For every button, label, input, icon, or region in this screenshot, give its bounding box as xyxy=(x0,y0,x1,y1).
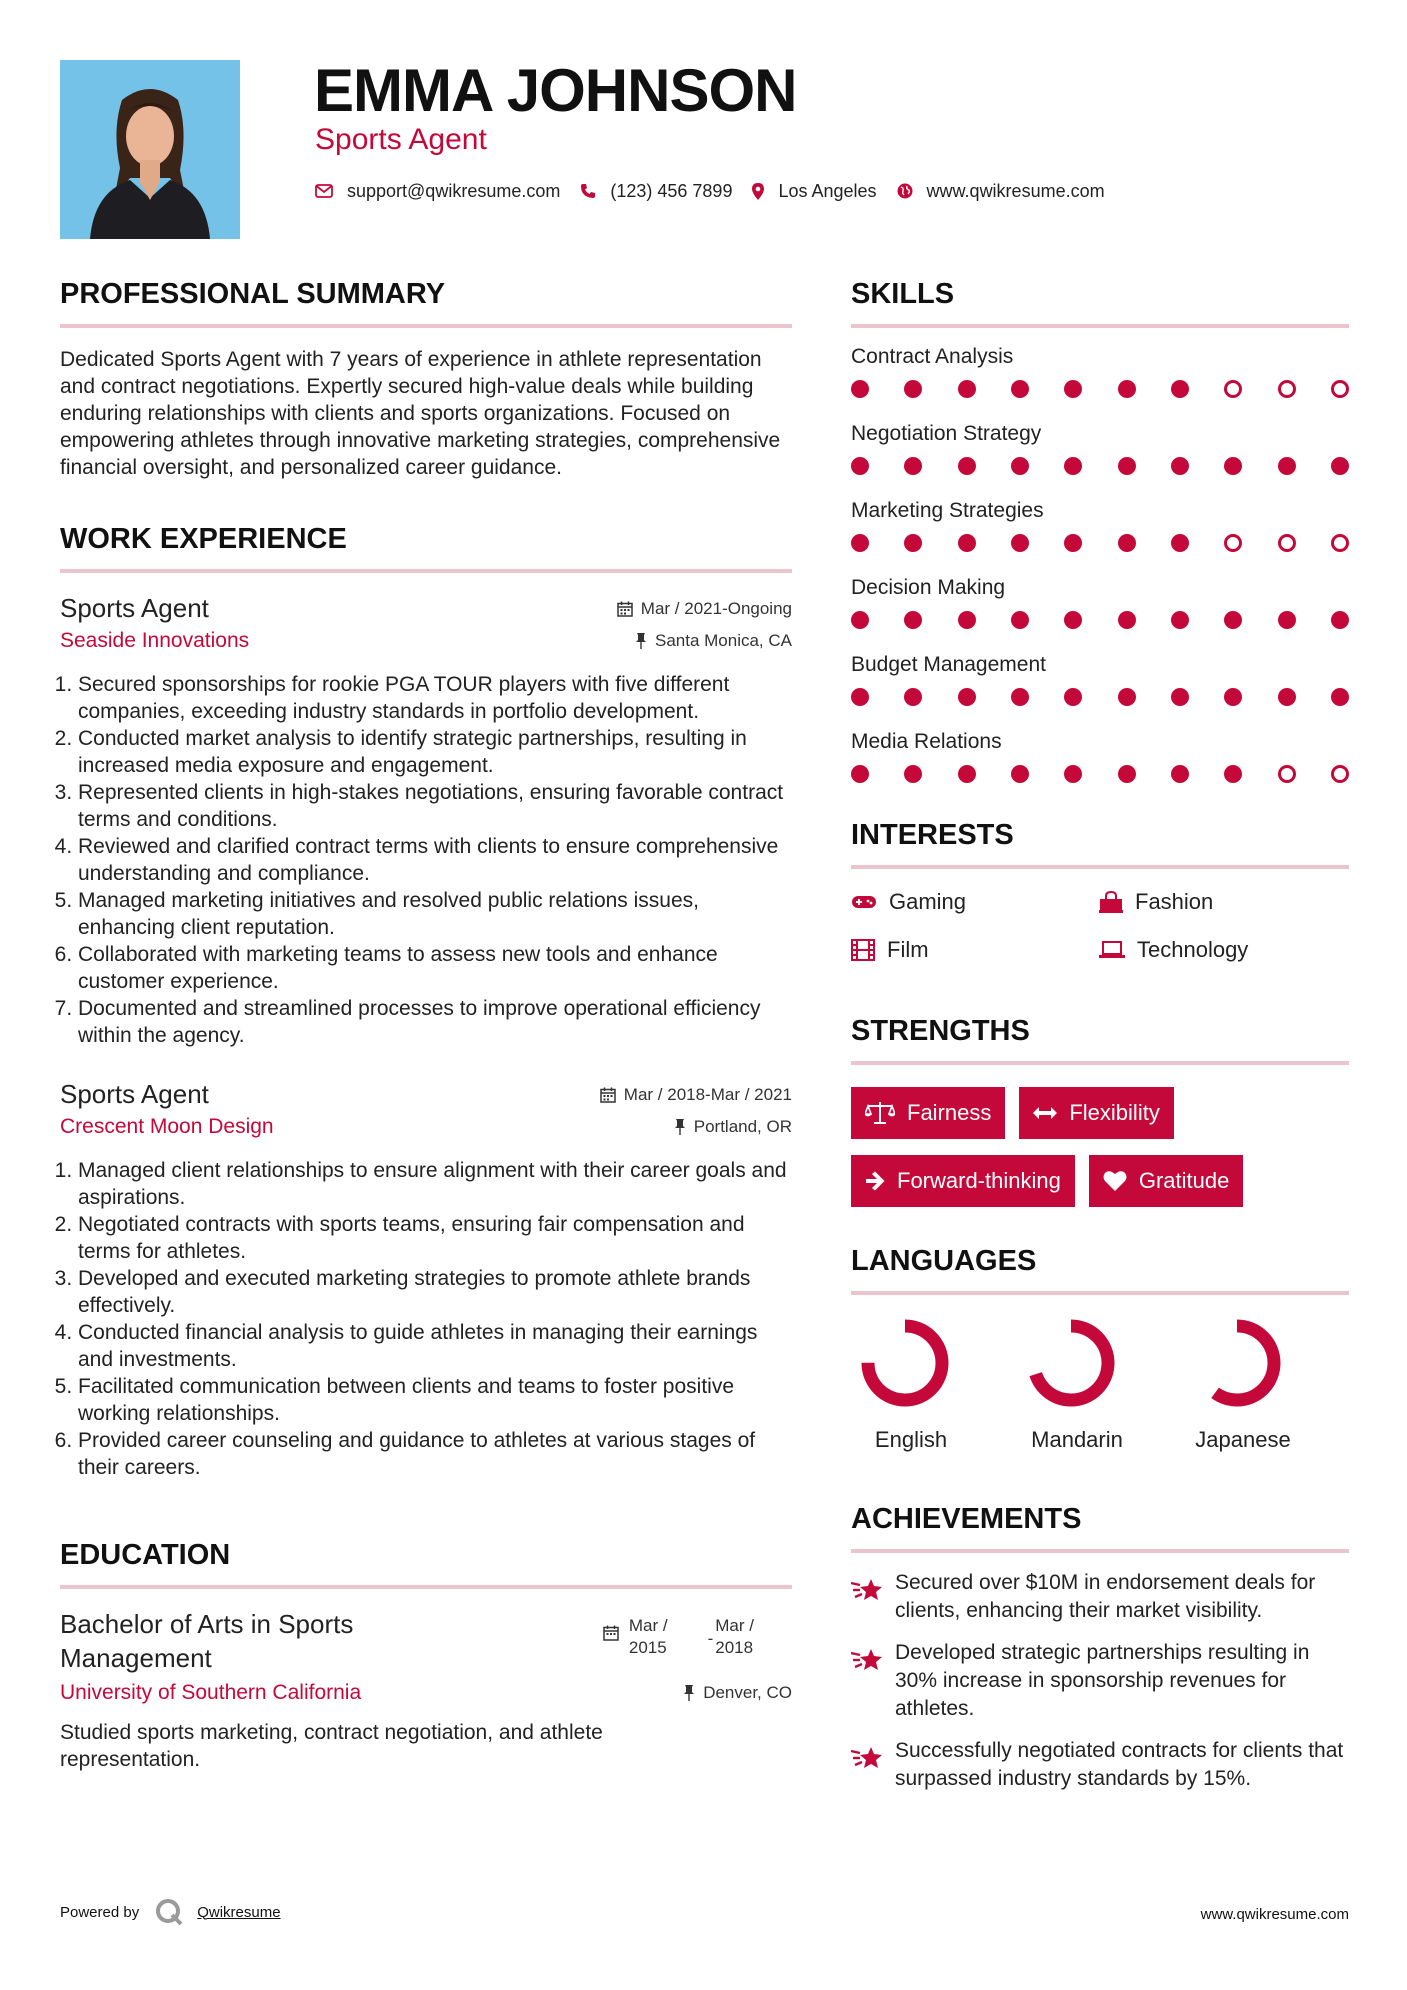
strength-gratitude xyxy=(1089,1155,1244,1207)
pushpin-icon xyxy=(635,633,647,649)
language-proficiency-ring xyxy=(1189,1315,1285,1411)
rating-dot-filled xyxy=(1064,765,1082,783)
phone-text: (123) 456 7899 xyxy=(610,180,733,201)
education-location xyxy=(683,1681,792,1705)
right-column xyxy=(851,270,1349,1807)
list-item: 3. Represented clients in high-stakes negotiations, ensuring favorable contract terms and conditions. xyxy=(78,779,792,833)
languages-section xyxy=(851,1237,1349,1455)
job-duties xyxy=(60,1157,792,1481)
strengths-heading: STRENGTHS xyxy=(851,1015,1030,1047)
pushpin-icon xyxy=(683,1685,695,1701)
skill-item xyxy=(851,650,1349,716)
rating-dot-empty xyxy=(1331,380,1349,398)
website-text: www.qwikresume.com xyxy=(926,180,1105,201)
achievement-text: Secured over $10M in endorsement deals for clients, enhancing their market visibility. xyxy=(895,1571,1316,1622)
interest-label: Technology xyxy=(1137,937,1249,962)
calendar-icon xyxy=(617,601,633,617)
skill-name: Media Relations xyxy=(851,730,1002,753)
language-ring-arc xyxy=(868,1326,942,1400)
rating-dot-filled xyxy=(851,688,869,706)
achievement-item xyxy=(851,1737,1349,1793)
footer-powered-by xyxy=(60,1898,281,1926)
profile-photo xyxy=(60,60,240,239)
rating-dot-filled xyxy=(851,765,869,783)
job-dates-text: Mar / 2018-Mar / 2021 xyxy=(623,1085,792,1104)
arrow-right-icon xyxy=(865,1171,885,1191)
candidate-title: Sports Agent xyxy=(315,123,487,156)
education-section xyxy=(60,1531,792,1773)
rating-dot-filled xyxy=(904,611,922,629)
job-title: Sports Agent xyxy=(60,593,209,623)
rating-dot-filled xyxy=(1118,380,1136,398)
section-divider xyxy=(851,1061,1349,1065)
rating-dot-filled xyxy=(904,380,922,398)
rating-dot-filled xyxy=(1011,534,1029,552)
rating-dot-filled xyxy=(1064,380,1082,398)
job-dates xyxy=(617,597,792,621)
list-item: 6. Collaborated with marketing teams to assess new tools and enhance customer experience. xyxy=(78,941,792,995)
list-item: 4. Reviewed and clarified contract terms with clients to ensure comprehensive understanding and compliance. xyxy=(78,833,792,887)
summary-section xyxy=(60,270,792,481)
skill-name: Contract Analysis xyxy=(851,345,1014,368)
job-entry xyxy=(60,591,792,1049)
shopping-bag-icon xyxy=(1099,891,1123,913)
interest-label: Film xyxy=(887,937,929,962)
language-proficiency-ring xyxy=(1023,1315,1119,1411)
strength-fairness xyxy=(851,1087,1005,1139)
list-item: 1. Managed client relationships to ensure alignment with their career goals and aspirations. xyxy=(78,1157,792,1211)
calendar-icon xyxy=(603,1625,619,1641)
skill-item xyxy=(851,496,1349,562)
rating-dot-filled xyxy=(851,457,869,475)
email-text: support@qwikresume.com xyxy=(347,180,561,201)
rating-dot-filled xyxy=(1331,688,1349,706)
rating-dot-filled xyxy=(904,534,922,552)
language-ring-arc xyxy=(1200,1326,1274,1400)
rating-dot-filled xyxy=(1118,534,1136,552)
skills-list xyxy=(851,342,1349,793)
skill-name: Negotiation Strategy xyxy=(851,422,1042,445)
left-column xyxy=(60,270,792,1773)
gamepad-icon xyxy=(851,894,877,910)
envelope-icon xyxy=(315,184,333,198)
section-divider xyxy=(851,324,1349,328)
language-name: Japanese xyxy=(1195,1427,1291,1452)
rating-dot-filled xyxy=(851,380,869,398)
rating-dot-filled xyxy=(1064,688,1082,706)
list-item: 5. Facilitated communication between clients and teams to foster positive working relationships. xyxy=(78,1373,792,1427)
education-end-year: 2018 xyxy=(715,1638,754,1657)
rating-dot-filled xyxy=(1118,611,1136,629)
rating-dot-filled xyxy=(1011,611,1029,629)
skill-name: Decision Making xyxy=(851,576,1006,599)
rating-dot-filled xyxy=(1171,380,1189,398)
summary-text: Dedicated Sports Agent with 7 years of experience in athlete representation and contract negotiations. Expertly secured high-value deals while building enduring relationships with clients and sports organizations. Focused on empowering athletes through innovative marketing strategies, comprehensive financial oversight, and personalized career guidance. xyxy=(60,348,781,479)
list-item: 3. Developed and executed marketing strategies to promote athlete brands effectively. xyxy=(78,1265,792,1319)
languages-heading: LANGUAGES xyxy=(851,1245,1037,1277)
location-text: Los Angeles xyxy=(778,180,877,201)
skill-rating xyxy=(851,603,1349,639)
achievement-item xyxy=(851,1569,1349,1625)
rating-dot-filled xyxy=(1224,611,1242,629)
strengths-section xyxy=(851,1007,1349,1207)
education-heading: EDUCATION xyxy=(60,1539,231,1571)
rating-dot-filled xyxy=(958,380,976,398)
rating-dot-empty xyxy=(1224,534,1242,552)
section-divider xyxy=(60,1585,792,1589)
strength-label: Fairness xyxy=(907,1100,992,1125)
rating-dot-filled xyxy=(1011,688,1029,706)
phone-icon xyxy=(580,183,596,199)
education-location-text: Denver, CO xyxy=(703,1683,792,1702)
rating-dot-empty xyxy=(1278,380,1296,398)
rating-dot-filled xyxy=(1278,688,1296,706)
rating-dot-filled xyxy=(1064,611,1082,629)
experience-heading: WORK EXPERIENCE xyxy=(60,523,347,555)
rating-dot-filled xyxy=(1171,765,1189,783)
rating-dot-filled xyxy=(958,611,976,629)
skill-item xyxy=(851,573,1349,639)
list-item: 7. Documented and streamlined processes to improve operational efficiency within the agency. xyxy=(78,995,792,1049)
company-name: Crescent Moon Design xyxy=(60,1115,274,1138)
rating-dot-filled xyxy=(1224,765,1242,783)
section-divider xyxy=(60,569,792,573)
rating-dot-filled xyxy=(1064,457,1082,475)
job-title: Sports Agent xyxy=(60,1079,209,1109)
list-item: 4. Conducted financial analysis to guide athletes in managing their earnings and investments. xyxy=(78,1319,792,1373)
skill-rating xyxy=(851,449,1349,485)
interest-label: Fashion xyxy=(1135,889,1214,914)
interest-label: Gaming xyxy=(889,889,967,914)
strength-label: Gratitude xyxy=(1138,1168,1230,1193)
contact-email[interactable] xyxy=(315,181,560,202)
strength-label: Flexibility xyxy=(1069,1100,1160,1125)
globe-icon xyxy=(897,183,913,199)
summary-heading: PROFESSIONAL SUMMARY xyxy=(60,278,446,310)
map-pin-icon xyxy=(752,183,764,200)
list-item: 1. Secured sponsorships for rookie PGA TOUR players with five different companies, exceeding industry standards in portfolio development. xyxy=(78,671,792,725)
job-location-text: Santa Monica, CA xyxy=(654,631,792,650)
skill-name: Budget Management xyxy=(851,653,1046,676)
skill-item xyxy=(851,419,1349,485)
list-item: 6. Provided career counseling and guidance to athletes at various stages of their careers. xyxy=(78,1427,792,1481)
interest-gaming xyxy=(851,887,1099,917)
rating-dot-filled xyxy=(1171,611,1189,629)
heart-icon xyxy=(1103,1170,1127,1192)
list-item: 2. Conducted market analysis to identify strategic partnerships, resulting in increased media exposure and engagement. xyxy=(78,725,792,779)
powered-by-text: Powered by xyxy=(60,1903,140,1921)
job-location xyxy=(635,629,792,653)
skill-rating xyxy=(851,757,1349,793)
pushpin-icon xyxy=(674,1119,686,1135)
contact-phone[interactable] xyxy=(580,181,732,202)
rating-dot-filled xyxy=(958,765,976,783)
achievements-section xyxy=(851,1495,1349,1793)
interest-fashion xyxy=(1099,887,1349,917)
contact-website[interactable] xyxy=(897,181,1105,202)
contact-bar xyxy=(315,176,1125,206)
education-end-month: Mar / xyxy=(715,1616,754,1635)
achievements-heading: ACHIEVEMENTS xyxy=(851,1503,1082,1535)
contact-location xyxy=(752,181,876,202)
rating-dot-filled xyxy=(904,765,922,783)
skills-section xyxy=(851,270,1349,793)
rating-dot-filled xyxy=(1011,380,1029,398)
achievement-text: Successfully negotiated contracts for clients that surpassed industry standards by 15%. xyxy=(895,1739,1344,1790)
education-description: Studied sports marketing, contract negotiation, and athlete representation. xyxy=(60,1721,603,1771)
skill-rating xyxy=(851,680,1349,716)
skill-rating xyxy=(851,526,1349,562)
rating-dot-filled xyxy=(1331,457,1349,475)
rating-dot-filled xyxy=(1224,688,1242,706)
rating-dot-filled xyxy=(1118,765,1136,783)
rating-dot-filled xyxy=(851,534,869,552)
section-divider xyxy=(60,324,792,328)
rating-dot-filled xyxy=(1278,457,1296,475)
rating-dot-empty xyxy=(1331,534,1349,552)
rating-dot-filled xyxy=(904,688,922,706)
company-name: Seaside Innovations xyxy=(60,629,250,652)
rating-dot-empty xyxy=(1278,765,1296,783)
list-item: 5. Managed marketing initiatives and resolved public relations issues, enhancing client reputation. xyxy=(78,887,792,941)
language-name: English xyxy=(874,1427,948,1452)
achievement-text: Developed strategic partnerships resulting in 30% increase in sponsorship revenues for athletes. xyxy=(895,1641,1310,1720)
school-name: University of Southern California xyxy=(60,1681,362,1704)
shooting-star-icon xyxy=(851,1743,885,1773)
balance-scale-icon xyxy=(865,1101,895,1125)
shooting-star-icon xyxy=(851,1575,885,1605)
section-divider xyxy=(851,1291,1349,1295)
arrows-horizontal-icon xyxy=(1033,1106,1057,1120)
skills-heading: SKILLS xyxy=(851,278,955,310)
job-duties xyxy=(60,671,792,1049)
degree-title: Bachelor of Arts in Sports Management xyxy=(60,1609,354,1673)
education-start-month: Mar / xyxy=(628,1616,668,1635)
rating-dot-filled xyxy=(1011,457,1029,475)
laptop-icon xyxy=(1099,941,1125,959)
rating-dot-empty xyxy=(1331,765,1349,783)
calendar-icon xyxy=(600,1087,616,1103)
candidate-name: EMMA JOHNSON xyxy=(314,57,797,124)
strength-forward-thinking xyxy=(851,1155,1075,1207)
rating-dot-empty xyxy=(1278,534,1296,552)
rating-dot-filled xyxy=(958,534,976,552)
interests-section xyxy=(851,811,1349,965)
rating-dot-filled xyxy=(1278,611,1296,629)
rating-dot-filled xyxy=(851,611,869,629)
film-icon xyxy=(851,939,875,961)
achievement-item xyxy=(851,1639,1349,1723)
job-dates xyxy=(600,1083,792,1107)
skill-name: Marketing Strategies xyxy=(851,499,1044,522)
interest-film xyxy=(851,935,1099,965)
education-start-year: 2015 xyxy=(628,1638,667,1657)
job-location-text: Portland, OR xyxy=(693,1117,792,1136)
job-entry xyxy=(60,1077,792,1481)
language-name: Mandarin xyxy=(1031,1427,1123,1452)
language-item xyxy=(1017,1315,1183,1455)
footer-website[interactable]: www.qwikresume.com xyxy=(1200,1906,1349,1923)
interests-heading: INTERESTS xyxy=(851,819,1014,851)
section-divider xyxy=(851,1549,1349,1553)
qwikresume-link[interactable]: Qwikresume xyxy=(197,1903,281,1921)
rating-dot-filled xyxy=(1171,688,1189,706)
rating-dot-filled xyxy=(1331,611,1349,629)
section-divider xyxy=(851,865,1349,869)
rating-dot-filled xyxy=(1224,457,1242,475)
strength-flexibility xyxy=(1019,1087,1173,1139)
qwikresume-logo-icon xyxy=(155,1898,183,1926)
education-dates xyxy=(603,1615,754,1659)
rating-dot-filled xyxy=(1011,765,1029,783)
list-item: 2. Negotiated contracts with sports teams, ensuring fair compensation and terms for athletes. xyxy=(78,1211,792,1265)
language-item xyxy=(851,1315,1017,1455)
rating-dot-filled xyxy=(1171,457,1189,475)
skill-rating xyxy=(851,372,1349,408)
shooting-star-icon xyxy=(851,1645,885,1675)
strength-label: Forward-thinking xyxy=(897,1168,1061,1193)
rating-dot-empty xyxy=(1224,380,1242,398)
job-dates-text: Mar / 2021-Ongoing xyxy=(640,599,792,618)
rating-dot-filled xyxy=(958,457,976,475)
education-date-separator: - xyxy=(707,1629,714,1648)
rating-dot-filled xyxy=(1171,534,1189,552)
experience-section xyxy=(60,515,792,1481)
skill-item xyxy=(851,727,1349,793)
rating-dot-filled xyxy=(958,688,976,706)
job-location xyxy=(674,1115,792,1139)
rating-dot-filled xyxy=(1064,534,1082,552)
language-ring-arc xyxy=(1034,1326,1108,1400)
rating-dot-filled xyxy=(1118,457,1136,475)
rating-dot-filled xyxy=(1118,688,1136,706)
languages-list xyxy=(851,1315,1349,1455)
language-item xyxy=(1183,1315,1349,1455)
skill-item xyxy=(851,342,1349,408)
interest-technology xyxy=(1099,935,1349,965)
rating-dot-filled xyxy=(904,457,922,475)
language-proficiency-ring xyxy=(857,1315,953,1411)
